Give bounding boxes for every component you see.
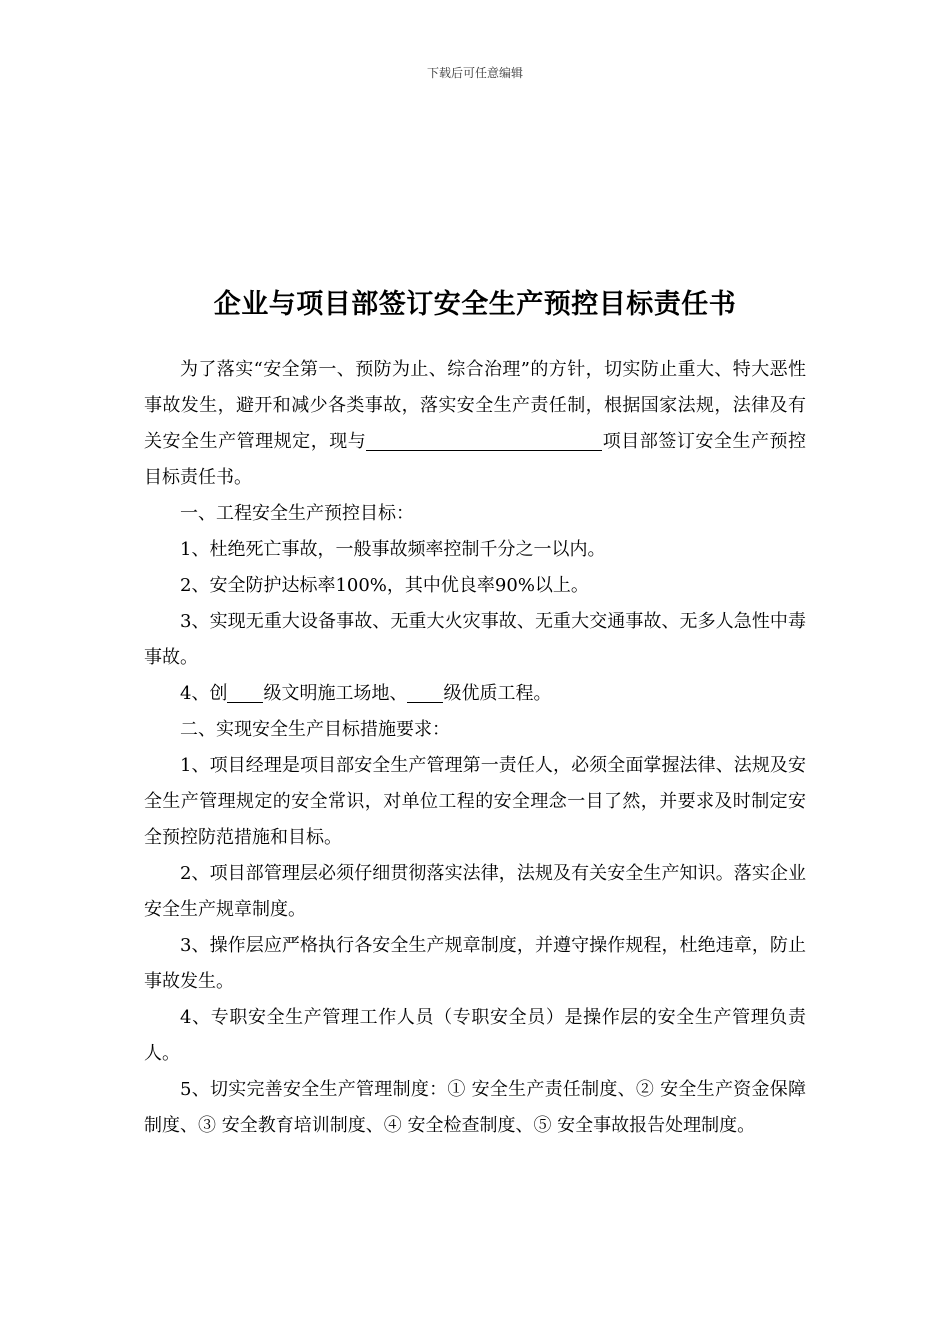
quality-level-blank: [407, 680, 443, 703]
section-heading-goals: 一、工程安全生产预控目标：: [180, 503, 414, 524]
site-level-blank: [227, 680, 263, 703]
intro-text-2: 项目部签订安全生产预控目标责任书。: [144, 431, 807, 488]
measure-item-4: 4、专职安全生产管理工作人员（专职安全员）是操作层的安全生产管理负责人。: [144, 1007, 806, 1064]
goal-item-2: 2、安全防护达标率100%，其中优良率90%以上。: [180, 575, 589, 596]
goal4-text-3: 级优质工程。: [443, 683, 552, 704]
goal-item-4: [144, 676, 806, 712]
document-body: [144, 352, 806, 1144]
measure-item-3: 3、操作层应严格执行各安全生产规章制度，并遵守操作规程，杜绝违章，防止事故发生。: [144, 935, 806, 992]
intro-paragraph: [144, 352, 806, 496]
measure-item-2: 2、项目部管理层必须仔细贯彻落实法律，法规及有关安全生产知识。落实企业安全生产规章制度。: [144, 863, 806, 920]
section-heading-measures: 二、实现安全生产目标措施要求：: [180, 719, 450, 740]
header-note: 下载后可任意编辑: [426, 66, 523, 80]
document-title: 企业与项目部签订安全生产预控目标责任书: [213, 289, 737, 320]
goal4-text-1: 4、创: [180, 683, 228, 704]
measure-item-1: 1、项目经理是项目部安全生产管理第一责任人，必须全面掌握法律、法规及安全生产管理规定的安全常识，对单位工程的安全理念一目了然，并要求及时制定安全预控防范措施和目标。: [144, 755, 806, 848]
goal-item-1: 1、杜绝死亡事故，一般事故频率控制千分之一以内。: [180, 539, 606, 560]
goal4-text-2: 级文明施工场地、: [263, 683, 408, 704]
project-name-blank: [366, 428, 602, 451]
intro-text-1: 为了落实“安全第一、预防为止、综合治理”的方针，切实防止重大、特大恶性事故发生，避开和减少各类事故，落实安全生产责任制，根据国家法规，法律及有关安全生产管理规定，现与: [144, 359, 806, 452]
goal-item-3: 3、实现无重大设备事故、无重大火灾事故、无重大交通事故、无多人急性中毒事故。: [144, 611, 806, 668]
measure-item-5: 5、切实完善安全生产管理制度：① 安全生产责任制度、② 安全生产资金保障制度、③ 安全教育培训制度、④ 安全检查制度、⑤ 安全事故报告处理制度。: [144, 1079, 806, 1136]
